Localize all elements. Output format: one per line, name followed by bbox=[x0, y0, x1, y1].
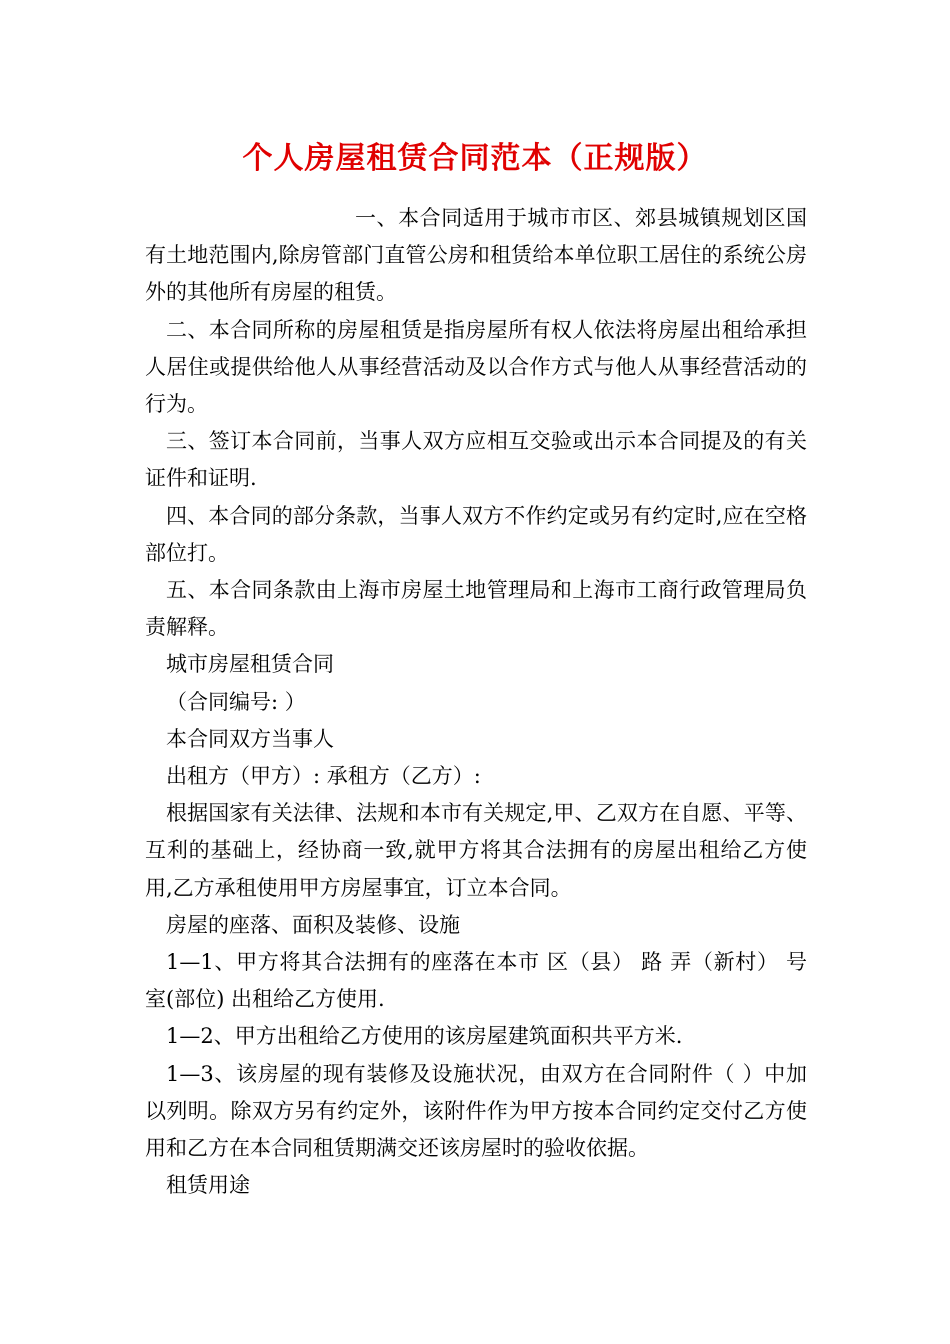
contract-number: （合同编号: ） bbox=[166, 689, 306, 714]
section-heading-usage: 租赁用途 bbox=[166, 1173, 250, 1198]
contract-heading: 城市房屋租赁合同 bbox=[166, 652, 334, 677]
parties-line: 出租方（甲方）: 承租方（乙方）: bbox=[166, 764, 481, 789]
paragraph-documents: 三、签订本合同前，当事人双方应相互交验或出示本合同提及的有关证件和证明. bbox=[145, 429, 807, 491]
clause-1-3: 1—3、该房屋的现有装修及设施状况，由双方在合同附件（ ）中加以列明。除双方另有约定外，该附件作为甲方按本合同约定交付乙方使用和乙方在本合同租赁期满交还该房屋时的验收依据。 bbox=[145, 1061, 807, 1161]
parties-heading: 本合同双方当事人 bbox=[166, 726, 334, 751]
paragraph-definition: 二、本合同所称的房屋租赁是指房屋所有权人依法将房屋出租给承担人居住或提供给他人从事经营活动及以合作方式与他人从事经营活动的行为。 bbox=[145, 317, 807, 417]
section-heading-location: 房屋的座落、面积及装修、设施 bbox=[166, 912, 460, 937]
paragraph-scope: 一、本合同适用于城市市区、郊县城镇规划区国有土地范围内,除房管部门直管公房和租赁给本单位职工居住的系统公房外的其他所有房屋的租赁。 bbox=[145, 206, 807, 305]
document-title: 个人房屋租赁合同范本（正规版） bbox=[242, 141, 708, 176]
clause-1-1: 1—1、甲方将其合法拥有的座落在本市 区（县） 路 弄（新村） 号 室(部位) 出租给乙方使用. bbox=[145, 950, 807, 1012]
paragraph-basis: 根据国家有关法律、法规和本市有关规定,甲、乙双方在自愿、平等、互利的基础上，经协商一致,就甲方将其合法拥有的房屋出租给乙方使用,乙方承租使用甲方房屋事宜，订立本合同。 bbox=[145, 801, 807, 900]
document-body bbox=[145, 200, 807, 1204]
clause-1-2: 1—2、甲方出租给乙方使用的该房屋建筑面积共平方米. bbox=[166, 1024, 683, 1049]
paragraph-interpretation: 五、本合同条款由上海市房屋土地管理局和上海市工商行政管理局负责解释。 bbox=[145, 578, 807, 640]
paragraph-blank-clauses: 四、本合同的部分条款，当事人双方不作约定或另有约定时,应在空格部位打。 bbox=[145, 503, 807, 565]
